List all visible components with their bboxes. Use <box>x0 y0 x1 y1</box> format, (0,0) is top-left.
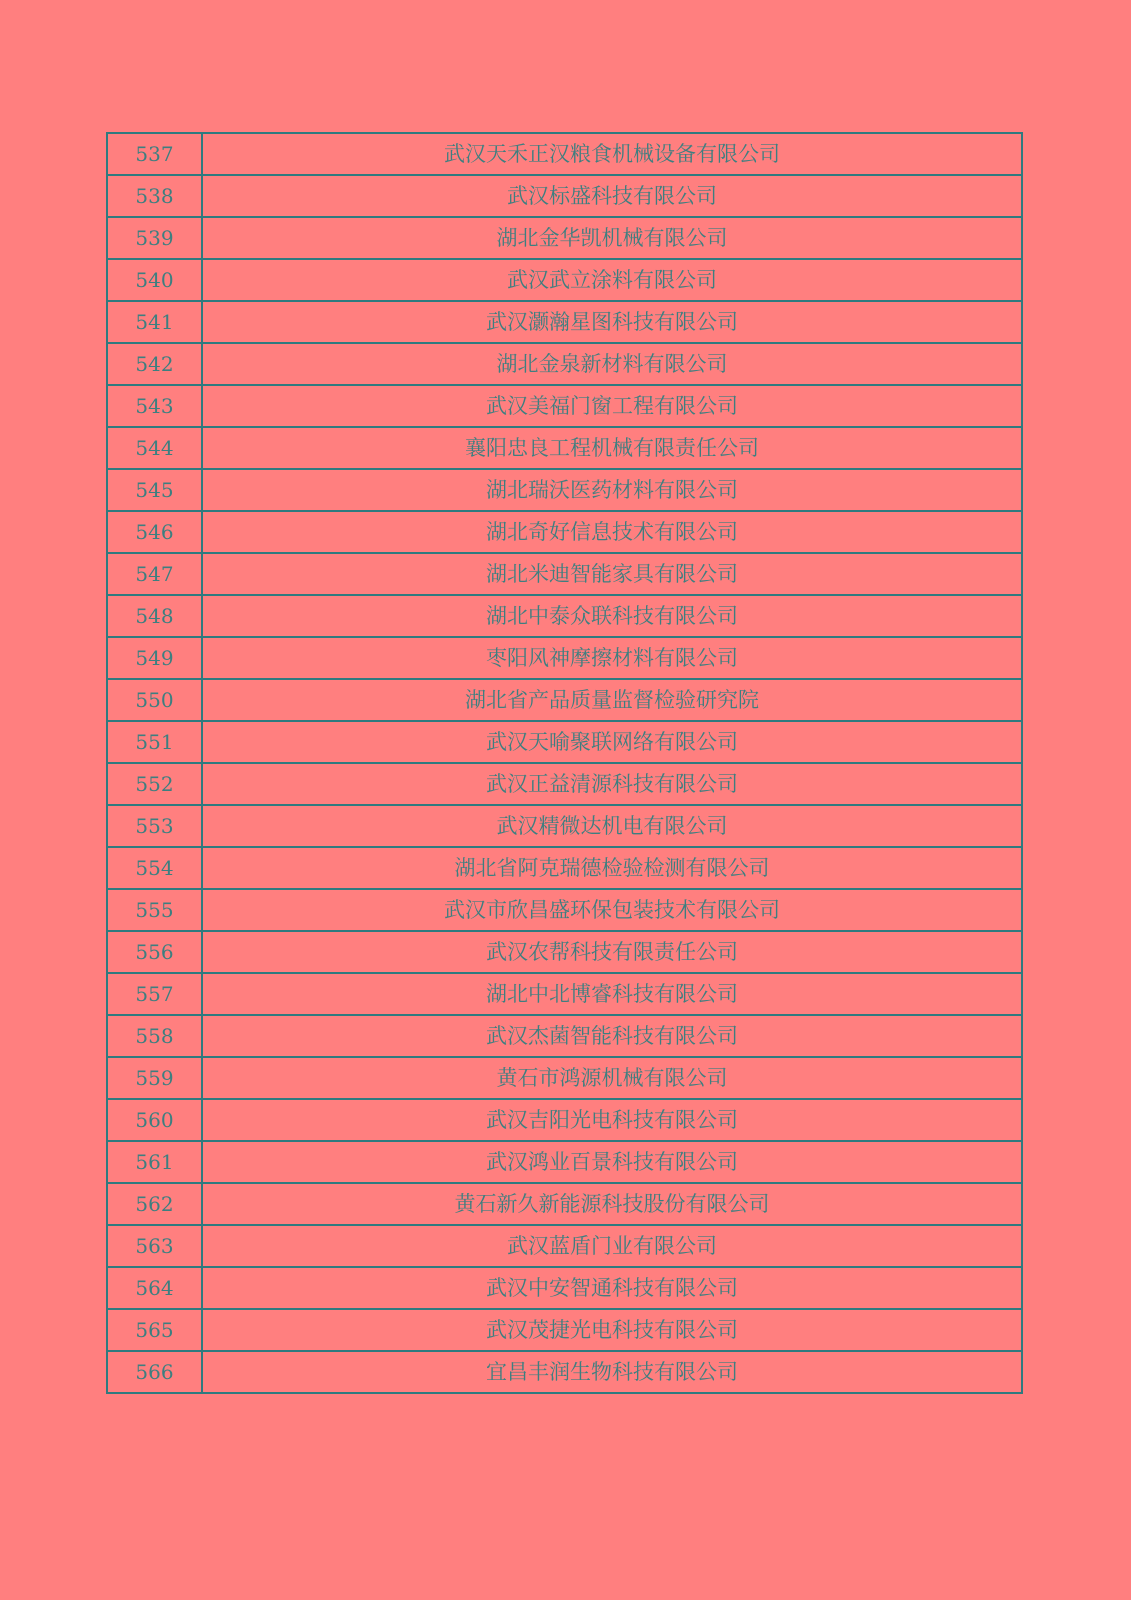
table-row <box>107 931 1022 973</box>
company-name: 武汉美福门窗工程有限公司 <box>202 385 1022 427</box>
table-row <box>107 1267 1022 1309</box>
table-row <box>107 133 1022 175</box>
company-name: 宜昌丰润生物科技有限公司 <box>202 1351 1022 1393</box>
table-row <box>107 385 1022 427</box>
table-row <box>107 553 1022 595</box>
table-row <box>107 679 1022 721</box>
company-name: 武汉天喻聚联网络有限公司 <box>202 721 1022 763</box>
table-row <box>107 973 1022 1015</box>
table-row <box>107 175 1022 217</box>
company-name: 武汉茂捷光电科技有限公司 <box>202 1309 1022 1351</box>
row-number: 537 <box>107 133 202 175</box>
row-number: 565 <box>107 1309 202 1351</box>
table-row <box>107 721 1022 763</box>
company-name: 武汉农帮科技有限责任公司 <box>202 931 1022 973</box>
table-row <box>107 1057 1022 1099</box>
row-number: 543 <box>107 385 202 427</box>
company-name: 湖北省阿克瑞德检验检测有限公司 <box>202 847 1022 889</box>
row-number: 549 <box>107 637 202 679</box>
table-row <box>107 217 1022 259</box>
company-name: 武汉标盛科技有限公司 <box>202 175 1022 217</box>
row-number: 552 <box>107 763 202 805</box>
table-row <box>107 763 1022 805</box>
row-number: 562 <box>107 1183 202 1225</box>
row-number: 550 <box>107 679 202 721</box>
company-name: 湖北金泉新材料有限公司 <box>202 343 1022 385</box>
table-row <box>107 805 1022 847</box>
company-name: 枣阳风神摩擦材料有限公司 <box>202 637 1022 679</box>
row-number: 539 <box>107 217 202 259</box>
row-number: 559 <box>107 1057 202 1099</box>
row-number: 538 <box>107 175 202 217</box>
row-number: 545 <box>107 469 202 511</box>
row-number: 542 <box>107 343 202 385</box>
table-row <box>107 595 1022 637</box>
company-name: 武汉正益清源科技有限公司 <box>202 763 1022 805</box>
row-number: 547 <box>107 553 202 595</box>
table-row <box>107 889 1022 931</box>
row-number: 557 <box>107 973 202 1015</box>
row-number: 548 <box>107 595 202 637</box>
row-number: 546 <box>107 511 202 553</box>
company-table-body <box>107 133 1022 1393</box>
table-row <box>107 259 1022 301</box>
row-number: 560 <box>107 1099 202 1141</box>
table-row <box>107 637 1022 679</box>
company-name: 湖北省产品质量监督检验研究院 <box>202 679 1022 721</box>
company-name: 武汉精微达机电有限公司 <box>202 805 1022 847</box>
company-name: 湖北奇好信息技术有限公司 <box>202 511 1022 553</box>
company-name: 武汉中安智通科技有限公司 <box>202 1267 1022 1309</box>
table-row <box>107 469 1022 511</box>
table-row <box>107 1309 1022 1351</box>
company-name: 湖北米迪智能家具有限公司 <box>202 553 1022 595</box>
row-number: 544 <box>107 427 202 469</box>
table-row <box>107 427 1022 469</box>
row-number: 553 <box>107 805 202 847</box>
row-number: 561 <box>107 1141 202 1183</box>
company-name: 武汉武立涂料有限公司 <box>202 259 1022 301</box>
company-name: 黄石新久新能源科技股份有限公司 <box>202 1183 1022 1225</box>
company-name: 黄石市鸿源机械有限公司 <box>202 1057 1022 1099</box>
company-name: 湖北中北博睿科技有限公司 <box>202 973 1022 1015</box>
row-number: 554 <box>107 847 202 889</box>
company-name: 湖北瑞沃医药材料有限公司 <box>202 469 1022 511</box>
company-name: 湖北中泰众联科技有限公司 <box>202 595 1022 637</box>
company-name: 武汉天禾正汉粮食机械设备有限公司 <box>202 133 1022 175</box>
company-table <box>106 132 1023 1394</box>
table-row <box>107 1183 1022 1225</box>
row-number: 563 <box>107 1225 202 1267</box>
table-row <box>107 1141 1022 1183</box>
table-row <box>107 1099 1022 1141</box>
table-row <box>107 1351 1022 1393</box>
row-number: 540 <box>107 259 202 301</box>
table-row <box>107 511 1022 553</box>
table-row <box>107 1225 1022 1267</box>
company-name: 武汉杰菌智能科技有限公司 <box>202 1015 1022 1057</box>
row-number: 541 <box>107 301 202 343</box>
row-number: 558 <box>107 1015 202 1057</box>
company-name: 武汉吉阳光电科技有限公司 <box>202 1099 1022 1141</box>
row-number: 566 <box>107 1351 202 1393</box>
company-name: 武汉市欣昌盛环保包装技术有限公司 <box>202 889 1022 931</box>
row-number: 564 <box>107 1267 202 1309</box>
table-row <box>107 1015 1022 1057</box>
row-number: 555 <box>107 889 202 931</box>
company-name: 武汉鸿业百景科技有限公司 <box>202 1141 1022 1183</box>
company-name: 湖北金华凯机械有限公司 <box>202 217 1022 259</box>
company-name: 襄阳忠良工程机械有限责任公司 <box>202 427 1022 469</box>
table-row <box>107 847 1022 889</box>
row-number: 551 <box>107 721 202 763</box>
row-number: 556 <box>107 931 202 973</box>
table-row <box>107 343 1022 385</box>
company-name: 武汉灏瀚星图科技有限公司 <box>202 301 1022 343</box>
table-row <box>107 301 1022 343</box>
company-name: 武汉蓝盾门业有限公司 <box>202 1225 1022 1267</box>
